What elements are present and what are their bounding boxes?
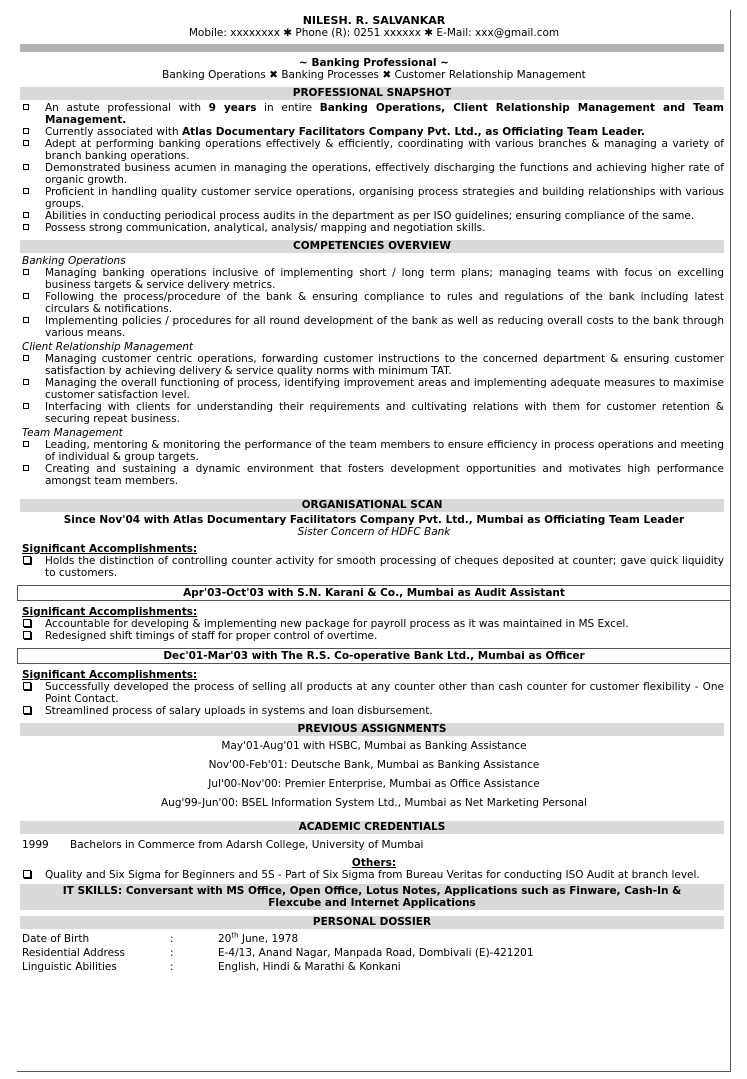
section-academic-credentials: ACADEMIC CREDENTIALS [20, 821, 724, 834]
list-item: Leading, mentoring & monitoring the performance of the team members to ensure efficiency in process operations and meeting of individual & group targets. [17, 439, 724, 463]
list-item: Adept at performing banking operations effectively & efficiently, coordinating with various branches & managing a variety of branch banking operations. [17, 138, 724, 162]
it-skills-label: IT SKILLS [62, 885, 118, 897]
it-skills-block [20, 884, 724, 910]
checkbox-bullet-icon [23, 188, 29, 194]
checkbox-bullet-icon [23, 355, 29, 361]
checkbox-bullet-icon [23, 104, 29, 110]
address-label: Residential Address [22, 947, 125, 959]
degree-row [17, 839, 731, 851]
competency-group-title: Banking Operations [22, 255, 126, 267]
checkbox-bullet-icon [23, 269, 29, 275]
accomplishments-label: Significant Accomplishments: [22, 606, 198, 618]
degree-year: 1999 [22, 839, 49, 851]
colon: : [170, 933, 174, 945]
list-item: Successfully developed the process of selling all products at any counter other than cash counter for customer flexibility - One Point Contact. [17, 681, 724, 705]
others-list [17, 869, 731, 881]
competency-list [17, 267, 731, 339]
list-item: Abilities in conducting periodical process audits in the department as per ISO guidelines; ensuring compliance of the same. [17, 210, 724, 222]
accomplishment-list [17, 618, 731, 642]
checkbox-bullet-icon [23, 682, 31, 690]
languages-value: English, Hindi & Marathi & Konkani [218, 961, 401, 973]
competency-list [17, 439, 731, 487]
checkbox-bullet-icon [23, 140, 29, 146]
job-subtitle: Sister Concern of HDFC Bank [297, 526, 451, 538]
section-professional-snapshot: PROFESSIONAL SNAPSHOT [20, 87, 724, 100]
list-item: Managing banking operations inclusive of implementing short / long term plans; managing teams with focus on excelling business targets & service delivery metrics. [17, 267, 724, 291]
colon: : [170, 961, 174, 973]
checkbox-bullet-icon [23, 631, 31, 639]
job-title-box: Dec'01-Mar'03 with The R.S. Co-operative Bank Ltd., Mumbai as Officer [17, 648, 731, 664]
previous-assignment: Jul'00-Nov'00: Premier Enterprise, Mumbai as Office Assistance [208, 778, 540, 790]
profile-title: ~ Banking Professional ~ [299, 57, 449, 69]
snapshot-list [17, 102, 731, 234]
list-item: Following the process/procedure of the bank & ensuring compliance to rules and regulations of the bank including latest circulars & notifications. [17, 291, 724, 315]
list-item: Managing the overall functioning of process, identifying improvement areas and implementing adequate measures to maximise customer satisfaction level. [17, 377, 724, 401]
resume-page [17, 10, 731, 1072]
checkbox-bullet-icon [23, 317, 29, 323]
list-item: Implementing policies / procedures for all round development of the bank as well as reducing overall costs to the bank through various means. [17, 315, 724, 339]
it-skills-text: : Conversant with MS Office, Open Office, Lotus Notes, Applications such as Finware, Cash-In & Flexcube and Internet Applications [118, 885, 682, 909]
checkbox-bullet-icon [23, 870, 31, 878]
previous-assignment: May'01-Aug'01 with HSBC, Mumbai as Banking Assistance [221, 740, 527, 752]
list-item: Quality and Six Sigma for Beginners and 5S - Part of Six Sigma from Bureau Veritas for conducting ISO Audit at branch level. [17, 869, 724, 881]
list-item: Demonstrated business acumen in managing the operations, effectively discharging the functions and achieving higher rate of organic growth. [17, 162, 724, 186]
list-item: Currently associated with Atlas Documentary Facilitators Company Pvt. Ltd., as Officiating Team Leader. [17, 126, 724, 138]
degree-text: Bachelors in Commerce from Adarsh College, University of Mumbai [70, 839, 424, 851]
list-item: Proficient in handling quality customer service operations, organising process strategies and building relationships with various groups. [17, 186, 724, 210]
accomplishment-list [17, 555, 731, 579]
address-value: E-4/13, Anand Nagar, Manpada Road, Dombivali (E)-421201 [218, 947, 534, 959]
contact-line: Mobile: xxxxxxxx ✱ Phone (R): 0251 xxxxxx ✱ E-Mail: xxx@gmail.com [188, 27, 560, 39]
dossier-row-languages [17, 961, 731, 973]
list-item: Redesigned shift timings of staff for proper control of overtime. [17, 630, 724, 642]
section-personal-dossier: PERSONAL DOSSIER [20, 916, 724, 929]
list-item: Managing customer centric operations, forwarding customer instructions to the concerned department & ensuring customer satisfaction by achieving delivery & service quality norms with minimum TAT. [17, 353, 724, 377]
list-item: Streamlined process of salary uploads in systems and loan disbursement. [17, 705, 724, 717]
list-item: Accountable for developing & implementing new package for payroll process as it was maintained in MS Excel. [17, 618, 724, 630]
accomplishments-label: Significant Accomplishments: [22, 669, 198, 681]
competency-group-title: Team Management [22, 427, 123, 439]
checkbox-bullet-icon [23, 465, 29, 471]
section-competencies-overview: COMPETENCIES OVERVIEW [20, 240, 724, 253]
job-title-box: Apr'03-Oct'03 with S.N. Karani & Co., Mumbai as Audit Assistant [17, 585, 731, 601]
list-item: Creating and sustaining a dynamic environment that fosters development opportunities and motivates high performance amongst team members. [17, 463, 724, 487]
dob-value: 20th June, 1978 [218, 931, 299, 945]
checkbox-bullet-icon [23, 293, 29, 299]
previous-assignment: Aug'99-Jun'00: BSEL Information System Ltd., Mumbai as Net Marketing Personal [160, 797, 588, 809]
header-rule [20, 44, 724, 52]
dossier-row-address [17, 947, 731, 959]
checkbox-bullet-icon [23, 212, 29, 218]
accomplishments-label: Significant Accomplishments: [22, 543, 198, 555]
profile-areas: Banking Operations ✖ Banking Processes ✖ Customer Relationship Management [162, 69, 586, 81]
list-item: An astute professional with 9 years in entire Banking Operations, Client Relationship Management and Team Management. [17, 102, 724, 126]
checkbox-bullet-icon [23, 164, 29, 170]
checkbox-bullet-icon [23, 441, 29, 447]
section-organisational-scan: ORGANISATIONAL SCAN [20, 499, 724, 512]
accomplishment-list [17, 681, 731, 717]
dossier-row-dob [17, 933, 731, 945]
checkbox-bullet-icon [23, 706, 31, 714]
others-label: Others: [351, 857, 397, 869]
list-item: Holds the distinction of controlling counter activity for smooth processing of cheques deposited at counter; gave quick liquidity to customers. [17, 555, 724, 579]
list-item: Interfacing with clients for understanding their requirements and cultivating relations with them for customer retention & securing repeat business. [17, 401, 724, 425]
checkbox-bullet-icon [23, 556, 31, 564]
previous-assignment: Nov'00-Feb'01: Deutsche Bank, Mumbai as Banking Assistance [208, 759, 540, 771]
competency-group-title: Client Relationship Management [22, 341, 194, 353]
dob-label: Date of Birth [22, 933, 90, 945]
candidate-name: NILESH. R. SALVANKAR [302, 14, 446, 27]
job-title: Since Nov'04 with Atlas Documentary Facilitators Company Pvt. Ltd., Mumbai as Officiating Team Leader [63, 514, 685, 526]
checkbox-bullet-icon [23, 379, 29, 385]
checkbox-bullet-icon [23, 224, 29, 230]
section-previous-assignments: PREVIOUS ASSIGNMENTS [20, 723, 724, 736]
languages-label: Linguistic Abilities [22, 961, 117, 973]
checkbox-bullet-icon [23, 619, 31, 627]
checkbox-bullet-icon [23, 403, 29, 409]
checkbox-bullet-icon [23, 128, 29, 134]
colon: : [170, 947, 174, 959]
list-item: Possess strong communication, analytical, analysis/ mapping and negotiation skills. [17, 222, 724, 234]
competency-list [17, 353, 731, 425]
